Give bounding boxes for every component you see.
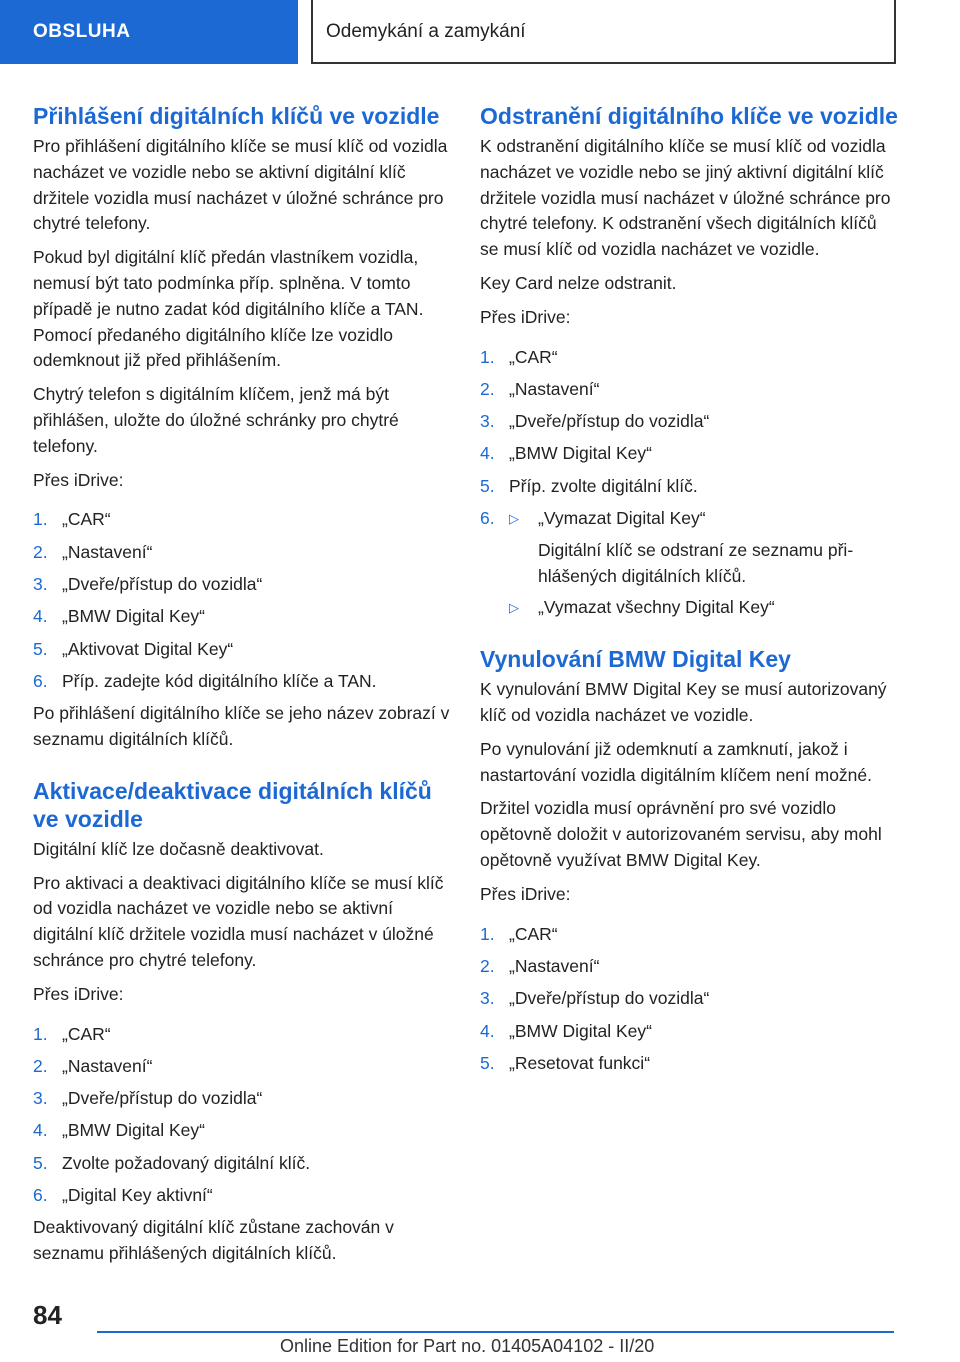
paragraph: Pro aktivaci a deaktivaci digitálního klíče se musí klíč od vozidla nacházet ve vozidle nebo se aktivní digitální klíč držitele vozidla musí nacházet v úložné schránce pro chytré telefony. [33,872,444,970]
step-text: „Dveře/přístup do vozidla“ [62,1088,263,1109]
step-number: 1. [33,1023,48,1044]
section-tab: OBSLUHA [0,0,298,64]
step-number: 2. [480,955,495,976]
paragraph: Digitální klíč lze dočasně deaktivovat. [33,838,324,859]
step-number: 1. [480,923,495,944]
step-number: 4. [480,443,495,464]
section-heading: Vynulování BMW Digital Key [480,646,791,673]
step-number: 6. [480,508,495,529]
paragraph: Pro přihlášení digitálního klíče se musí klíč od vozidla nacházet ve vozidle nebo se aktivní digitální klíč držitele vozidla musí nacházet v úložné schránce pro chytré telefony. [33,136,448,234]
paragraph: Přes iDrive: [480,306,571,327]
step-number: 3. [480,411,495,432]
step-item [480,506,898,621]
step-text: „BMW Digital Key“ [62,606,205,627]
step-text: „CAR“ [509,923,558,944]
paragraph: Po vynulování již odemknutí a zamknutí, jakož i nastartování vozidla digitálním klíčem není možné. [480,738,872,785]
step-text: „Nastavení“ [62,1055,153,1076]
section-heading: Přihlášení digitálních klíčů ve vozidle [33,103,440,129]
paragraph: K vynulování BMW Digital Key se musí autorizovaný klíč od vozidla nacházet ve vozidle. [480,679,887,726]
step-text: „Resetovat funkci“ [509,1052,651,1073]
step-item [480,954,898,980]
step-text: „Dveře/přístup do vozidla“ [62,573,263,594]
step-text: Zvolte požadovaný digitální klíč. [62,1152,311,1173]
step-number: 5. [480,475,495,496]
step-number: 6. [33,1185,48,1205]
triangle-marker-icon: ▷ [509,600,519,616]
step-number: 3. [33,1088,48,1109]
step-item [33,540,451,566]
left-column [33,102,451,1275]
paragraph: Po přihlášení digitálního klíče se jeho název zobrazí v seznamu digitálních klíčů. [33,703,450,749]
step-text: „Dveře/přístup do vozidla“ [509,411,710,432]
step-text: „CAR“ [509,346,558,367]
sub-option [509,595,898,621]
step-text: „Aktivovat Digital Key“ [62,638,234,659]
paragraph: Přes iDrive: [33,469,124,490]
step-item [33,669,451,695]
step-number: 3. [33,573,48,594]
step-item [33,1151,451,1177]
sub-option [509,506,898,532]
step-text: „Digital Key aktivní“ [62,1185,213,1205]
paragraph: Přes iDrive: [480,883,571,904]
step-number: 4. [33,606,48,627]
step-number: 4. [33,1120,48,1141]
step-text: Příp. zadejte kód digitálního klíče a TAN. [62,670,377,691]
step-item [33,637,451,663]
step-number: 5. [33,1152,48,1173]
step-item [33,604,451,630]
step-text: „BMW Digital Key“ [509,1020,652,1041]
step-number: 2. [33,1055,48,1076]
step-number: 2. [480,378,495,399]
right-column [480,102,898,1083]
section-heading: Odstranění digitálního klíče ve vozidle [480,103,898,129]
step-item [480,922,898,948]
paragraph: Key Card nelze odstranit. [480,272,677,293]
step-number: 1. [480,346,495,367]
step-list [33,507,451,694]
step-text: „BMW Digital Key“ [509,443,652,464]
step-item [33,572,451,598]
sub-option-text: „Vymazat všechny Digital Key“ [538,597,775,618]
paragraph: Pokud byl digitální klíč předán vlastníkem vozidla, nemusí být tato podmínka příp. splněna. V tomto případě je nutno zadat kód digitálního klíče a TAN. Pomocí předaného digitálního klíče lze vozidlo odemknout již před přihlášením. [33,247,424,371]
step-item [33,1022,451,1048]
step-item [480,345,898,371]
paragraph: Chytrý telefon s digitálním klíčem, jenž má být přihlášen, uložte do úložné schránky pro chytré telefony. [33,384,399,456]
step-list [480,345,898,622]
triangle-marker-icon: ▷ [509,511,519,527]
chapter-title: Odemykání a zamykání [311,0,896,64]
paragraph: Deaktivovaný digitální klíč zůstane zachován v seznamu přihlášených digitálních klíčů. [33,1217,394,1264]
step-list [33,1022,451,1209]
step-number: 4. [480,1020,495,1041]
step-text: „Nastavení“ [509,378,600,399]
section-heading: Aktivace/deaktivace digitálních klíčů ve vozidle [33,777,432,832]
step-item [480,986,898,1012]
step-item [480,1051,898,1077]
step-item [33,1086,451,1112]
page-number: 84 [33,1300,62,1330]
paragraph: Přes iDrive: [33,983,124,1004]
step-number: 3. [480,988,495,1009]
footer-divider [97,1331,894,1333]
step-item [480,409,898,435]
step-text: „Dveře/přístup do vozidla“ [509,988,710,1009]
step-text: „Nastavení“ [62,541,153,562]
step-text: „CAR“ [62,509,111,530]
sub-option-text: „Vymazat Digital Key“ [538,508,706,529]
footer-edition: Online Edition for Part no. 01405A04102 - II/20 [280,1336,655,1356]
sub-option-description: Digitální klíč se odstraní ze seznamu přihlášených digitálních klíčů. [538,539,854,586]
step-number: 5. [480,1052,495,1073]
paragraph: Držitel vozidla musí oprávnění pro své vozidlo opětovně doložit v autorizovaném servisu, aby mohl opětovně využívat BMW Digital Key. [480,798,882,871]
step-text: „CAR“ [62,1023,111,1044]
step-item [480,377,898,403]
step-item [33,1118,451,1144]
step-number: 1. [33,509,48,530]
step-number: 6. [33,670,48,691]
step-item [480,474,898,500]
step-text: Příp. zvolte digitální klíč. [509,475,698,496]
paragraph: K odstranění digitálního klíče se musí klíč od vozidla nacházet ve vozidle nebo se jiný aktivní digitální klíč držitele vozidla musí nacházet v úložné schránce pro chytré telefony. K odstranění všech digitálních klíčů se musí klíč od vozidla nacházet ve vozidle. [480,136,891,260]
step-item [480,441,898,467]
step-text: „Nastavení“ [509,955,600,976]
step-item [480,1019,898,1045]
step-list [480,922,898,1077]
step-item [33,1183,451,1209]
step-number: 2. [33,541,48,562]
step-number: 5. [33,638,48,659]
step-item [33,1054,451,1080]
step-text: „BMW Digital Key“ [62,1120,205,1141]
step-item [33,507,451,533]
